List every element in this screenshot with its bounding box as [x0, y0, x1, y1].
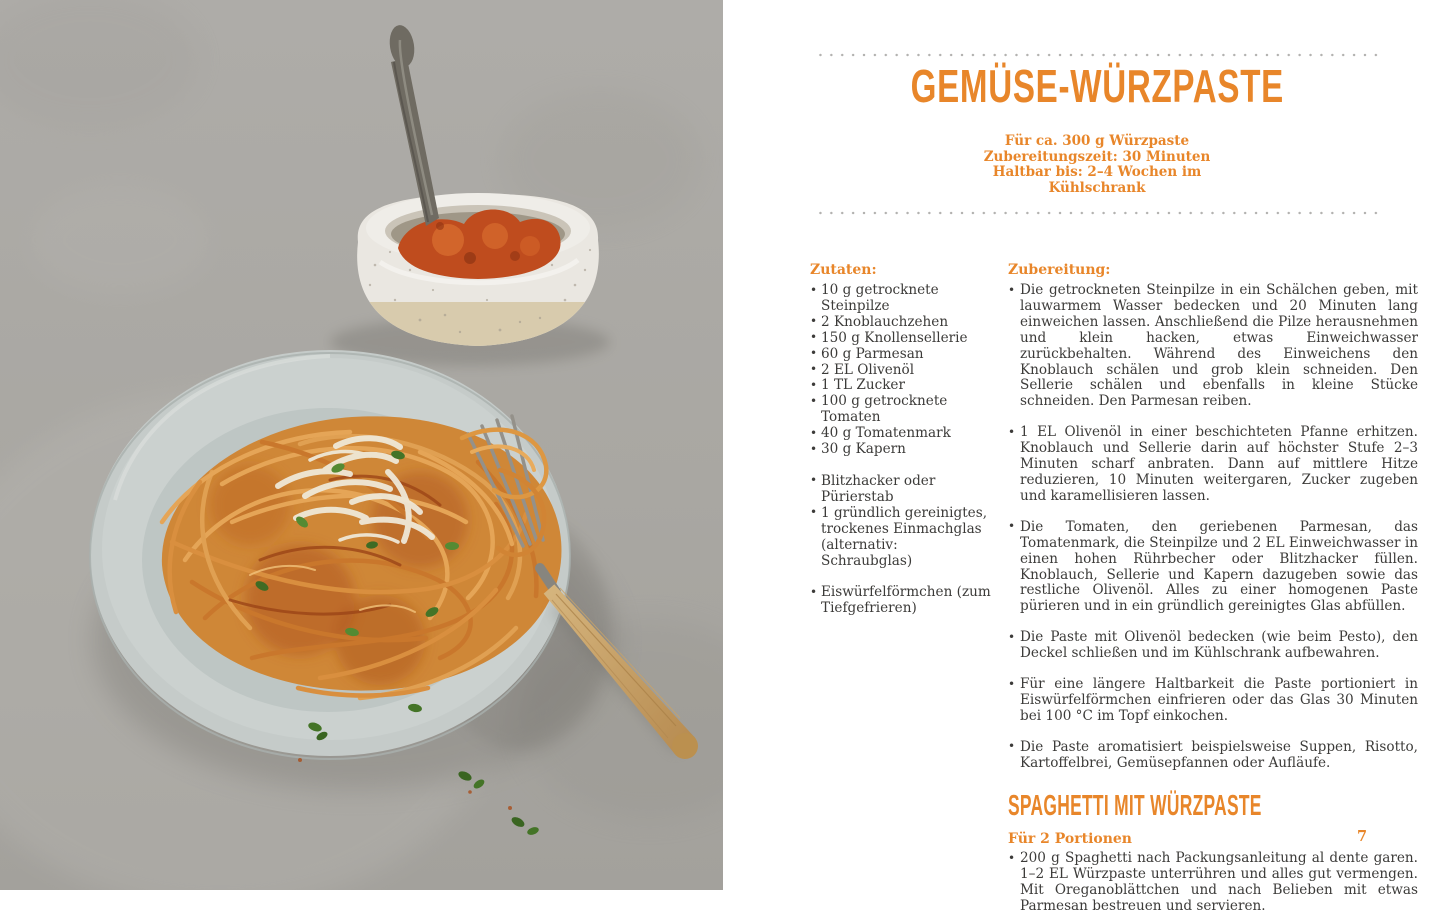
preparation-step: • Die Tomaten, den geriebenen Parmesan, das Tomatenmark, die Steinpilze und 2 EL Einweichwasser in einen hohen Rührbecher oder Blitzhacker füllen. Knoblauch, Sellerie und Kapern dazugeben sowie das restliche Olivenöl. Alles zu einer homogenen Paste pürieren und in ein gründlich gereinigtes Glas abfüllen.	[1008, 520, 1418, 615]
preparation-step: • Die getrockneten Steinpilze in ein Schälchen geben, mit lauwarmem Wasser bedecken und 20 Minuten lang einweichen lassen. Anschließend die Pilze herausnehmen und klein hacken, etwas Einweichwasser zurückbehalten. Während des Einweichens den Knoblauch schälen und grob klein schneiden. Den Sellerie schälen und ebenfalls in kleine Stücke schneiden. Den Parmesan reiben.	[1008, 283, 1418, 410]
ingredient-item: • 60 g Parmesan	[810, 347, 991, 363]
ingredients-list-freezing	[810, 585, 991, 617]
paste-bowl	[330, 193, 610, 366]
food-photo-illustration	[0, 0, 723, 890]
ingredients-list-equipment	[810, 474, 991, 569]
ingredients-heading: Zutaten:	[810, 262, 877, 278]
meta-prep-time: Zubereitungszeit: 30 Minuten	[983, 148, 1211, 165]
equipment-item: • 1 gründlich gereinigtes, trockenes Einmachglas (alternativ: Schraubglas)	[810, 506, 991, 570]
preparation-step: • 1 EL Olivenöl in einer beschichteten Pfanne erhitzen. Knoblauch und Sellerie darin auf höchster Stufe 2–3 Minuten scharf anbraten. Dann auf mittlere Hitze reduzieren, 10 Minuten weitergaren, Zucker zugeben und karamellisieren lassen.	[1008, 425, 1418, 505]
meta-shelf-life-line1: Haltbar bis: 2–4 Wochen im	[992, 164, 1202, 181]
recipe-meta	[815, 134, 1379, 196]
sub-recipe-title: SPAGHETTI MIT WÜRZPASTE	[1008, 789, 1262, 822]
ingredient-item: • 30 g Kapern	[810, 442, 991, 458]
ingredients-column	[810, 262, 991, 915]
ingredient-item: • 100 g getrocknete Tomaten	[810, 394, 991, 426]
recipe-page	[723, 0, 1445, 914]
sub-recipe-steps	[1008, 851, 1418, 915]
equipment-item: • Blitzhacker oder Pürierstab	[810, 474, 991, 506]
sub-recipe-step: • 200 g Spaghetti nach Packungsanleitung al dente garen. 1–2 EL Würzpaste unterrühren und alles gut vermengen. Mit Oreganoblättchen und nach Belieben mit etwas Parmesan bestreuen und servieren.	[1008, 851, 1418, 915]
ingredient-item: • 1 TL Zucker	[810, 378, 991, 394]
preparation-steps	[1008, 283, 1418, 772]
servings-label: Für 2 Portionen	[1008, 831, 1132, 847]
ingredient-item: • 40 g Tomatenmark	[810, 426, 991, 442]
ingredient-item: • 10 g getrocknete Steinpilze	[810, 283, 991, 315]
preparation-column	[1008, 262, 1418, 915]
preparation-step: • Die Paste mit Olivenöl bedecken (wie beim Pesto), den Deckel schließen und im Kühlschrank aufbewahren.	[1008, 630, 1418, 662]
dotted-rule-middle	[815, 211, 1379, 215]
ingredient-item: • 2 EL Olivenöl	[810, 363, 991, 379]
ingredient-item: • 150 g Knollensellerie	[810, 331, 991, 347]
food-photo	[0, 0, 723, 890]
preparation-step: • Die Paste aromatisiert beispielsweise Suppen, Risotto, Kartoffelbrei, Gemüsepfannen oder Aufläufe.	[1008, 740, 1418, 772]
ingredient-item: • 2 Knoblauchzehen	[810, 315, 991, 331]
equipment-item: • Eiswürfelförmchen (zum Tiefgefrieren)	[810, 585, 991, 617]
preparation-heading: Zubereitung:	[1008, 262, 1111, 278]
dotted-rule-top	[815, 53, 1379, 57]
meta-yield: Für ca. 300 g Würzpaste	[1004, 133, 1190, 149]
meta-shelf-life-line2: Kühlschrank	[1048, 179, 1146, 196]
page-number: 7	[1357, 828, 1368, 845]
recipe-title: GEMÜSE-WÜRZPASTE	[910, 60, 1284, 112]
ingredients-list-main	[810, 283, 991, 458]
preparation-step: • Für eine längere Haltbarkeit die Paste portioniert in Eiswürfelförmchen einfrieren oder das Glas 30 Minuten bei 100 °C im Topf einkochen.	[1008, 677, 1418, 725]
